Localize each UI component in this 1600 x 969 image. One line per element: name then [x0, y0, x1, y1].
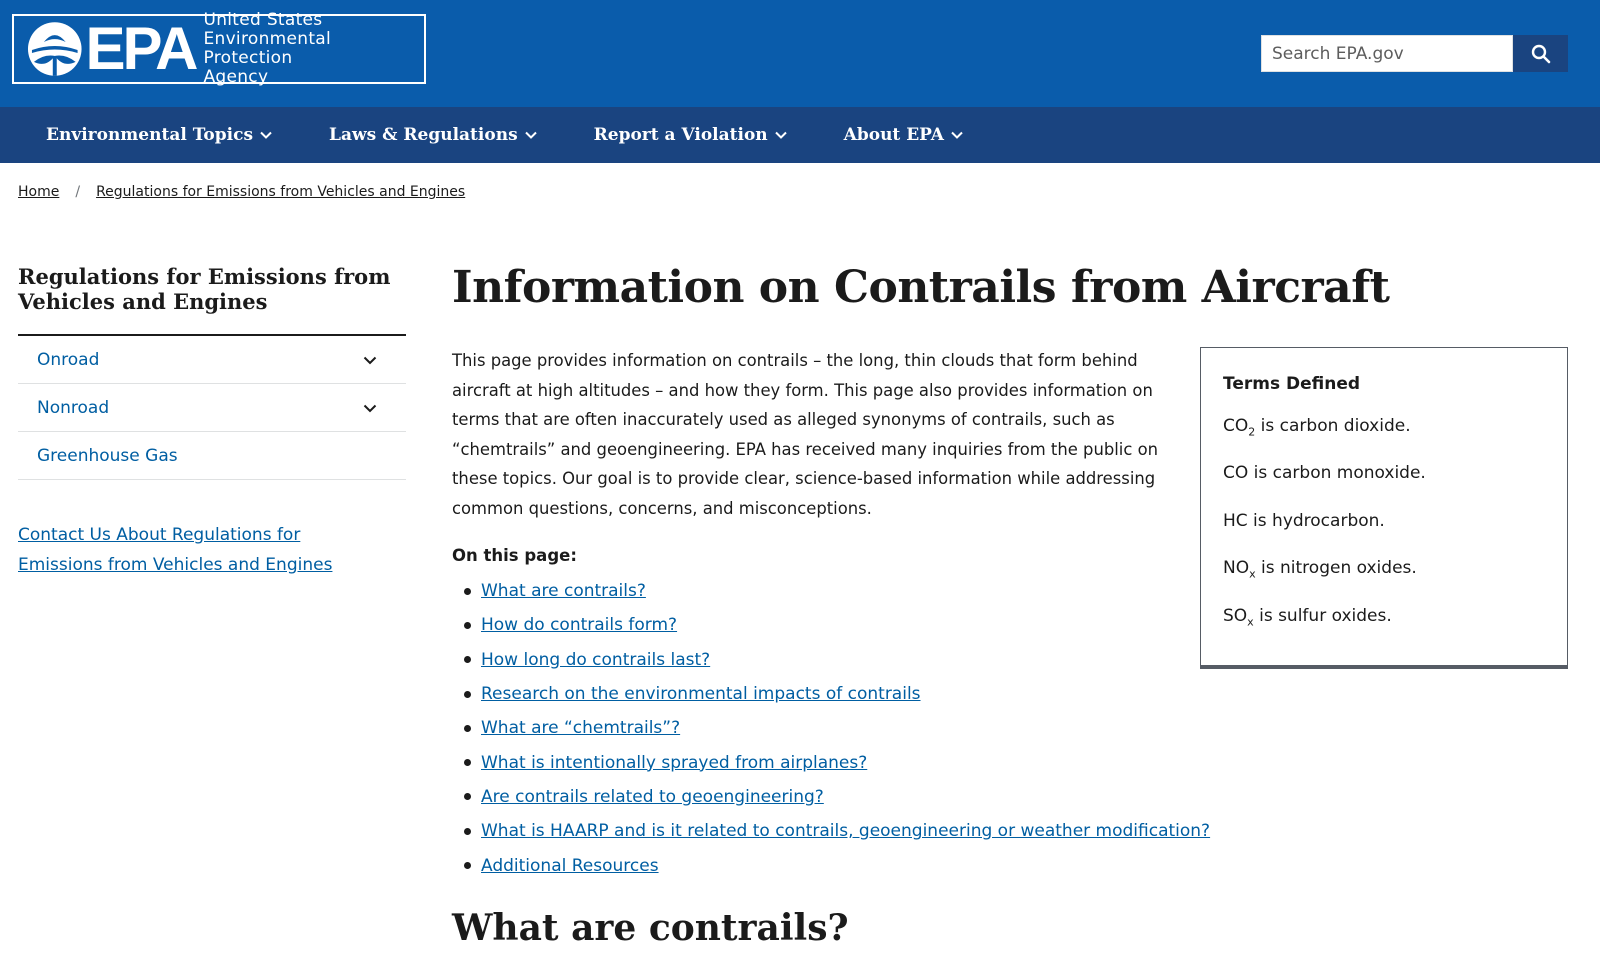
- agency-line-1: United States: [203, 10, 323, 30]
- list-item: [452, 848, 1210, 882]
- term-subscript: x: [1249, 567, 1256, 581]
- toc-link[interactable]: What are contrails?: [481, 581, 646, 602]
- term-item: [1223, 463, 1545, 485]
- toc-link[interactable]: Are contrails related to geoengineering?: [481, 786, 824, 807]
- list-item: [452, 643, 1210, 677]
- breadcrumb: [18, 184, 465, 200]
- nav-label: Environmental Topics: [46, 125, 254, 145]
- chevron-down-icon: [524, 128, 538, 142]
- terms-title: Terms Defined: [1223, 374, 1361, 394]
- chevron-down-icon[interactable]: [362, 352, 378, 368]
- term-definition: is carbon monoxide.: [1248, 463, 1426, 484]
- intro-paragraph: This page provides information on contrails – the long, thin clouds that form behind aircraft at high altitudes – and how they form. This page also provides information on terms that are often inaccurately used as alleged synonyms of contrails, such as “chemtrails” and geoengineering. EPA has received many inquiries from the public on these topics. Our goal is to provide clear, science-based information while addressing common questions, concerns, and misconceptions.: [452, 351, 1158, 518]
- site-header: [0, 0, 1600, 107]
- on-this-page-list: [452, 574, 1210, 883]
- epa-wordmark: EPA: [85, 15, 196, 82]
- page-title: Information on Contrails from Aircraft: [452, 262, 1390, 313]
- sidebar-item-label: Onroad: [37, 349, 100, 370]
- toc-link[interactable]: Additional Resources: [481, 855, 659, 876]
- primary-nav: [0, 107, 1600, 163]
- list-item: [452, 677, 1210, 711]
- section-heading: What are contrails?: [452, 907, 849, 949]
- term-item: [1223, 558, 1545, 580]
- bullet-icon: [464, 588, 471, 595]
- term-item: [1223, 511, 1545, 533]
- contact-link[interactable]: Contact Us About Regulations for Emissions from Vehicles and Engines: [18, 525, 333, 575]
- list-item: [452, 745, 1210, 779]
- search-input[interactable]: [1261, 35, 1513, 72]
- nav-label: Laws & Regulations: [329, 125, 518, 145]
- toc-link[interactable]: What is HAARP and is it related to contrails, geoengineering or weather modification?: [481, 821, 1211, 842]
- term-definition: is carbon dioxide.: [1255, 416, 1411, 436]
- bullet-icon: [464, 759, 471, 766]
- list-item: [452, 711, 1210, 745]
- toc-link[interactable]: What is intentionally sprayed from airplanes?: [481, 752, 868, 773]
- term-abbr: HC: [1223, 510, 1248, 531]
- term-definition: is sulfur oxides.: [1253, 605, 1392, 626]
- nav-label: Report a Violation: [593, 125, 768, 145]
- sidebar-item-nonroad[interactable]: [18, 384, 406, 432]
- nav-laws-regulations[interactable]: [329, 125, 538, 145]
- sidebar: [18, 264, 406, 580]
- bullet-icon: [464, 862, 471, 869]
- chevron-down-icon: [259, 128, 273, 142]
- bullet-icon: [464, 656, 471, 663]
- terms-defined-box: [1200, 347, 1568, 669]
- toc-link[interactable]: Research on the environmental impacts of contrails: [481, 684, 921, 705]
- toc-link[interactable]: How long do contrails last?: [481, 649, 711, 670]
- term-definition: is hydrocarbon.: [1247, 510, 1385, 531]
- sidebar-item-onroad[interactable]: [18, 336, 406, 384]
- sidebar-item-label: Greenhouse Gas: [37, 445, 178, 466]
- toc-link[interactable]: What are “chemtrails”?: [481, 718, 681, 739]
- nav-label: About EPA: [843, 125, 944, 145]
- chevron-down-icon[interactable]: [362, 400, 378, 416]
- search-button[interactable]: [1513, 35, 1568, 72]
- term-abbr: CO: [1223, 463, 1249, 484]
- sidebar-title: Regulations for Emissions from Vehicles and Engines: [18, 264, 406, 336]
- epa-flower-icon: [26, 20, 84, 78]
- term-subscript: x: [1247, 614, 1254, 628]
- term-abbr: CO: [1223, 416, 1249, 436]
- agency-line-3: Agency: [203, 67, 269, 87]
- chevron-down-icon: [950, 128, 964, 142]
- search-form: [1261, 35, 1568, 72]
- list-item: [452, 608, 1210, 642]
- breadcrumb-home[interactable]: Home: [18, 184, 60, 200]
- epa-logo[interactable]: [12, 10, 426, 87]
- bullet-icon: [464, 622, 471, 629]
- chevron-down-icon: [774, 128, 788, 142]
- list-item: [452, 780, 1210, 814]
- term-item: [1223, 416, 1545, 438]
- breadcrumb-separator: /: [75, 184, 81, 200]
- agency-line-2: Environmental Protection: [203, 29, 332, 68]
- magnifier-icon: [1531, 44, 1551, 64]
- sidebar-item-label: Nonroad: [37, 397, 110, 418]
- term-abbr: NO: [1223, 558, 1250, 579]
- nav-environmental-topics[interactable]: [46, 125, 273, 145]
- term-abbr: SO: [1223, 605, 1248, 626]
- on-this-page-label: On this page:: [452, 546, 577, 565]
- agency-name: [203, 11, 424, 87]
- bullet-icon: [464, 725, 471, 732]
- bullet-icon: [464, 828, 471, 835]
- term-subscript: 2: [1248, 425, 1256, 439]
- toc-link[interactable]: How do contrails form?: [481, 615, 678, 636]
- list-item: [452, 814, 1210, 848]
- term-definition: is nitrogen oxides.: [1255, 558, 1417, 579]
- sidebar-item-greenhouse-gas[interactable]: [18, 432, 406, 480]
- breadcrumb-current[interactable]: Regulations for Emissions from Vehicles and Engines: [96, 184, 466, 200]
- bullet-icon: [464, 691, 471, 698]
- bullet-icon: [464, 793, 471, 800]
- list-item: [452, 574, 1210, 608]
- nav-report-violation[interactable]: [594, 125, 788, 145]
- term-item: [1223, 606, 1545, 628]
- nav-about-epa[interactable]: [844, 125, 964, 145]
